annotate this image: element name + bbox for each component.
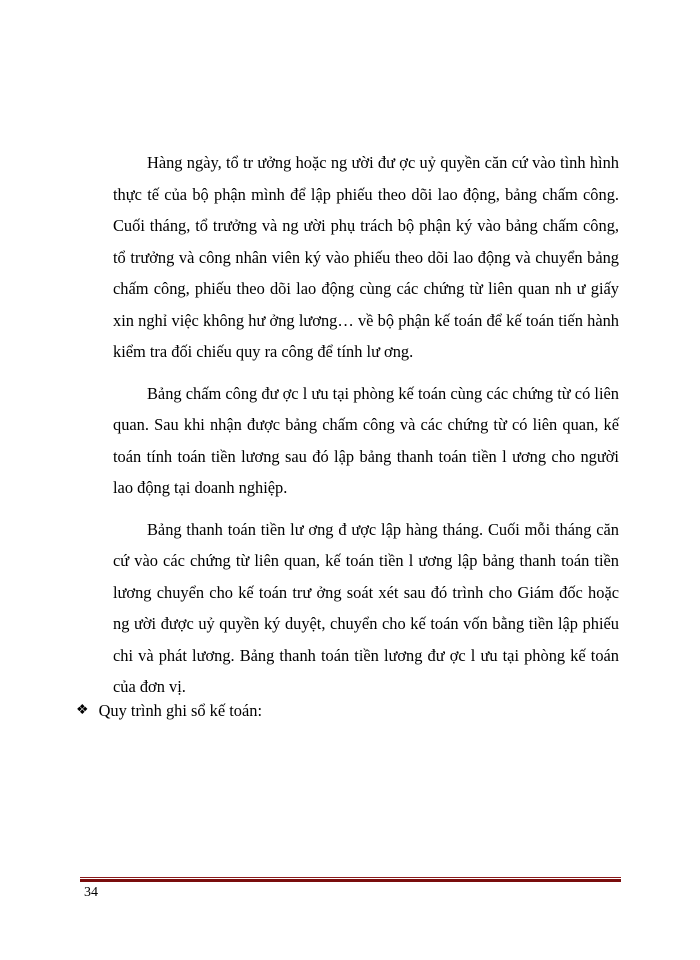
paragraph-3: Bảng thanh toán tiền lư ơng đ ược lập hàng tháng. Cuối mỗi tháng căn cứ vào các chứng từ liên quan, kế toán tiền l ương lập bảng thanh toán tiền lương chuyển cho kế toán trư ởng soát xét sau đó trình cho Giám đốc hoặc ng ười được uỷ quyền ký duyệt, chuyển cho kế toán vốn bằng tiền lập phiếu chi và phát lương. Bảng thanh toán tiền lương đư ợc l ưu tại phòng kế toán của đơn vị. (113, 519, 619, 696)
section-heading-text: Quy trình ghi sổ kế toán: (98, 701, 262, 720)
section-heading (76, 695, 262, 726)
page-number: 34 (84, 885, 98, 900)
footer-divider-thin-line (80, 877, 621, 878)
footer-divider-thick-line (80, 879, 621, 882)
paragraph-2: Bảng chấm công đư ợc l ưu tại phòng kế toán cùng các chứng từ có liên quan. Sau khi nhận được bảng chấm công và các chứng từ có liên quan, kế toán tính toán tiền lương sau đó lập bảng thanh toán tiền l ương cho người lao động tại doanh nghiệp. (113, 383, 619, 497)
diamond-bullet-icon: ❖ (76, 703, 89, 718)
paragraph-1: Hàng ngày, tổ tr ưởng hoặc ng ười đư ợc uỷ quyền căn cứ vào tình hình thực tế của bộ phận mình để lập phiếu theo dõi lao động, bảng chấm công. Cuối tháng, tổ trưởng và ng ười phụ trách bộ phận ký vào bảng chấm công, tổ trưởng và công nhân viên ký vào phiếu theo dõi lao động và chuyển bảng chấm công, phiếu theo dõi lao động cùng các chứng từ liên quan nh ư giấy xin nghỉ việc không hư ởng lương… về bộ phận kế toán để kế toán tiến hành kiểm tra đối chiếu quy ra công để tính lư ơng. (113, 153, 619, 361)
body-text (113, 147, 619, 713)
footer-divider (80, 877, 621, 883)
